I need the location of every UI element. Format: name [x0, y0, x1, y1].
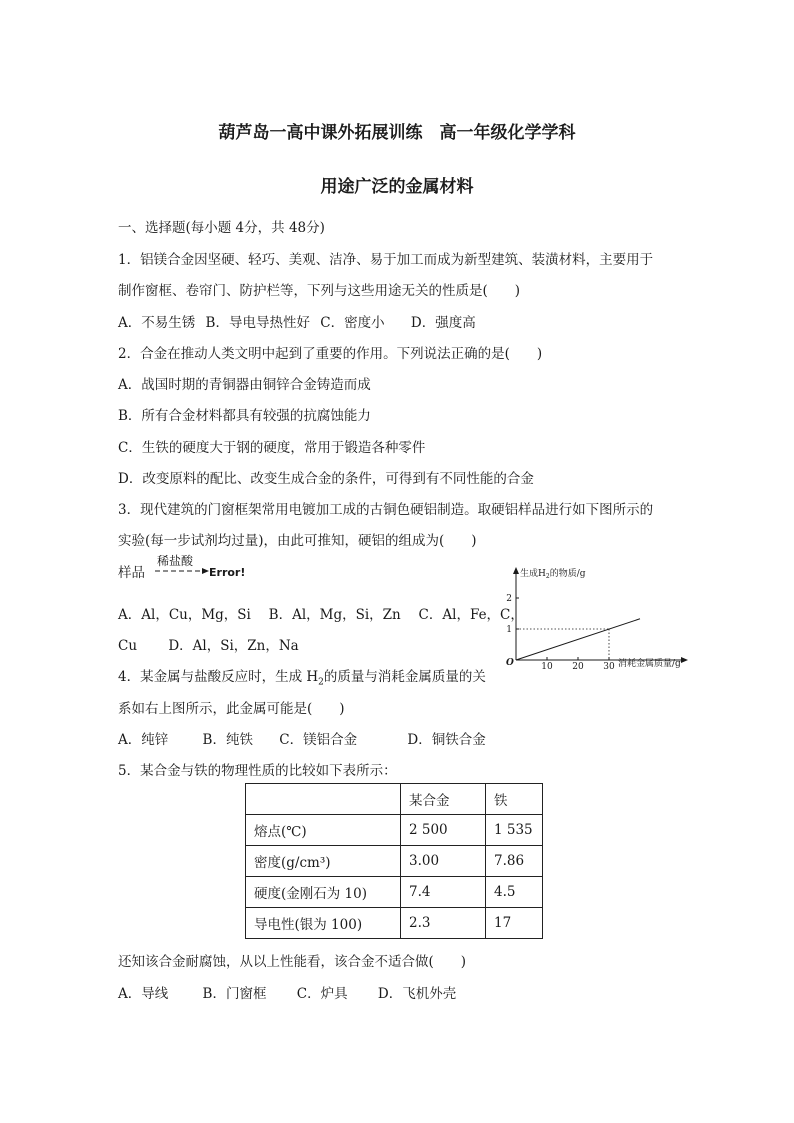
- table-row: [246, 877, 543, 908]
- table-cell: 7.86: [486, 846, 543, 877]
- q3-error-text: Error!: [209, 566, 246, 579]
- table-header-row: [246, 784, 543, 815]
- q1-option-a[interactable]: A．不易生锈: [118, 315, 196, 331]
- q4-option-d[interactable]: D．铜铁合金: [407, 732, 486, 748]
- table-row: [246, 908, 543, 939]
- y-axis-arrow: [513, 567, 519, 574]
- table-cell: 3.00: [401, 846, 486, 877]
- q5-after-text: 还知该合金耐腐蚀，从以上性能看，该合金不适合做( ): [118, 954, 467, 970]
- q1-options: [118, 311, 476, 331]
- q3-options-line1: A．Al，Cu，Mg，Si B．Al，Mg，Si，Zn C．Al，Fe，C，: [118, 607, 524, 623]
- table-cell: 密度(g/cm³): [246, 846, 401, 877]
- q4-option-b[interactable]: B．纯铁: [202, 732, 253, 748]
- q2-option-c[interactable]: C．生铁的硬度大于钢的硬度，常用于锻造各种零件: [118, 440, 426, 456]
- q4-stem-line2: 系如右上图所示，此金属可能是( ): [118, 701, 345, 717]
- x-axis-label: 消耗金属质量/g: [618, 659, 681, 669]
- q5-option-d[interactable]: D．飞机外壳: [377, 986, 457, 1002]
- q1-stem-line1: 1．铝镁合金因坚硬、轻巧、美观、洁净、易于加工而成为新型建筑、装潢材料，主要用于: [118, 252, 654, 268]
- q3-reagent-label: 稀盐酸: [157, 554, 194, 568]
- x-tick-label: 20: [572, 662, 584, 672]
- q1-option-c[interactable]: C．密度小: [320, 315, 385, 331]
- q3-sample-label: 样品: [118, 565, 145, 581]
- q5-option-c[interactable]: C．炉具: [296, 986, 348, 1002]
- table-cell: 17: [486, 908, 543, 939]
- q2-option-d[interactable]: D．改变原料的配比、改变生成合金的条件，可得到有不同性能的合金: [118, 471, 534, 487]
- table-cell: 硬度(金刚石为 10): [246, 877, 401, 908]
- q1-option-b[interactable]: B．导电导热性好: [205, 315, 310, 331]
- doc-title: 葫芦岛一高中课外拓展训练 高一年级化学学科: [218, 123, 576, 143]
- table-cell: 7.4: [401, 877, 486, 908]
- x-tick-label: 10: [541, 662, 553, 672]
- q1-stem-line2: 制作窗框、卷帘门、防护栏等，下列与这些用途无关的性质是( ): [118, 283, 521, 299]
- q5-option-b[interactable]: B．门窗框: [202, 986, 267, 1002]
- table-cell: 1 535: [486, 815, 543, 846]
- q4-option-a[interactable]: A．纯锌: [118, 732, 169, 748]
- q4-option-c[interactable]: C．镁铝合金: [279, 732, 358, 748]
- origin-label: O: [506, 658, 514, 668]
- q3-options-line2: Cu D．Al，Si，Zn，Na: [118, 638, 299, 654]
- table-cell: 2 500: [401, 815, 486, 846]
- table-cell: 熔点(℃): [246, 815, 401, 846]
- y-axis-label: 生成$H_2$的物质/g: [520, 569, 586, 580]
- q4-options: [118, 728, 486, 748]
- h2-mass-chart: [502, 562, 702, 674]
- table-row: [246, 846, 543, 877]
- q4-stem-line1: 4．某金属与盐酸反应时，生成 $H_2$的质量与消耗金属质量的关: [118, 669, 486, 688]
- q2-option-b[interactable]: B．所有合金材料都具有较强的抗腐蚀能力: [118, 408, 371, 424]
- x-tick-label: 30: [603, 662, 615, 672]
- table-row: [246, 815, 543, 846]
- q2-option-a[interactable]: A．战国时期的青铜器由铜锌合金铸造而成: [118, 377, 371, 393]
- q5-option-a[interactable]: A．导线: [118, 986, 169, 1002]
- section-heading: 一、选择题(每小题 4分，共 48分): [118, 220, 325, 236]
- q3-stem-line1: 3．现代建筑的门窗框架常用电镀加工成的古铜色硬铝制造。取硬铝样品进行如下图所示的: [118, 502, 654, 518]
- q3-stem-line2: 实验(每一步试剂均过量)，由此可推知，硬铝的组成为( ): [118, 533, 477, 549]
- q2-stem: 2．合金在推动人类文明中起到了重要的作用。下列说法正确的是( ): [118, 346, 543, 362]
- doc-subtitle: 用途广泛的金属材料: [320, 177, 474, 197]
- table-cell: 4.5: [486, 877, 543, 908]
- table-header-cell: [246, 784, 401, 815]
- table-cell: 导电性(银为 100): [246, 908, 401, 939]
- x-axis-arrow: [681, 657, 688, 663]
- table-cell: 2.3: [401, 908, 486, 939]
- q1-option-d[interactable]: D．强度高: [410, 315, 476, 331]
- q5-options: [118, 982, 456, 1002]
- series-line: [516, 619, 640, 660]
- table-header-cell: 某合金: [401, 784, 486, 815]
- y-tick-label: 2: [506, 594, 512, 604]
- q5-properties-table: [245, 783, 543, 939]
- q3-reaction-arrow: [155, 554, 209, 578]
- table-header-cell: 铁: [486, 784, 543, 815]
- q5-stem: 5．某合金与铁的物理性质的比较如下表所示：: [118, 763, 397, 779]
- y-tick-label: 1: [506, 625, 512, 635]
